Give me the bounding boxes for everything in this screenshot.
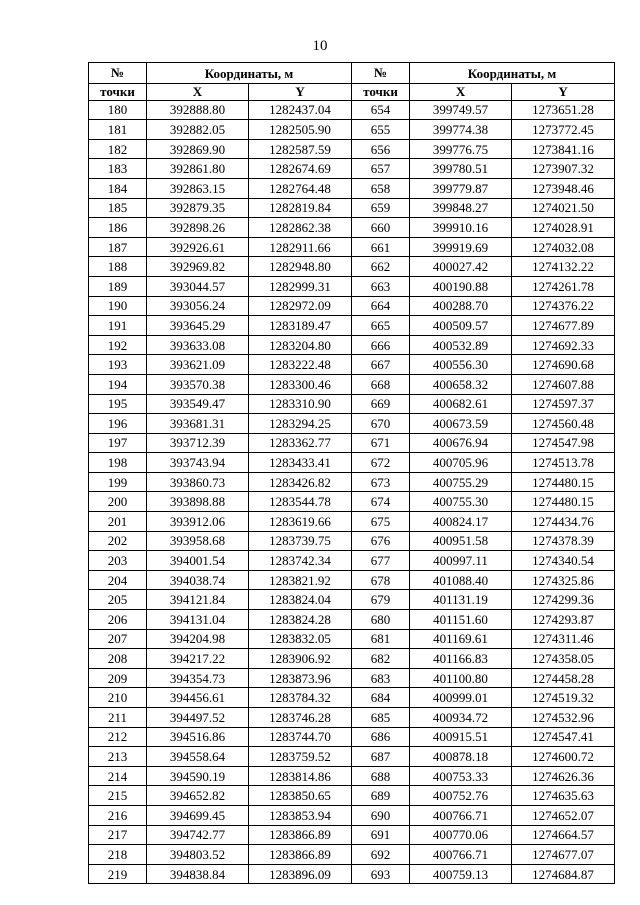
point-number-cell: 195 — [89, 394, 147, 414]
x-coordinate-cell: 392863.15 — [147, 178, 249, 198]
point-number-cell: 674 — [352, 492, 410, 512]
y-coordinate-cell: 1274513.78 — [512, 453, 615, 473]
y-coordinate-cell: 1274293.87 — [512, 610, 615, 630]
x-column-header: X — [147, 84, 249, 101]
table-row — [89, 845, 615, 865]
y-coordinate-cell: 1274519.32 — [512, 688, 615, 708]
point-number-cell: 671 — [352, 433, 410, 453]
point-number-cell: 678 — [352, 570, 410, 590]
x-coordinate-cell: 401166.83 — [410, 649, 512, 669]
point-number-cell: 670 — [352, 414, 410, 434]
coordinates-table-body — [89, 100, 615, 884]
y-coordinate-cell: 1273948.46 — [512, 178, 615, 198]
y-coordinate-cell: 1274652.07 — [512, 805, 615, 825]
x-coordinate-cell: 400509.57 — [410, 316, 512, 336]
point-number-cell: 207 — [89, 629, 147, 649]
x-coordinate-cell: 393570.38 — [147, 374, 249, 394]
point-number-cell: 689 — [352, 786, 410, 806]
x-coordinate-cell: 400658.32 — [410, 374, 512, 394]
x-coordinate-cell: 394803.52 — [147, 845, 249, 865]
x-coordinate-cell: 392898.26 — [147, 218, 249, 238]
y-coordinate-cell: 1274626.36 — [512, 766, 615, 786]
point-number-cell: 213 — [89, 747, 147, 767]
x-coordinate-cell: 400752.76 — [410, 786, 512, 806]
y-coordinate-cell: 1274532.96 — [512, 708, 615, 728]
y-coordinate-cell: 1274480.15 — [512, 492, 615, 512]
table-row — [89, 551, 615, 571]
x-coordinate-cell: 400878.18 — [410, 747, 512, 767]
y-coordinate-cell: 1273907.32 — [512, 159, 615, 179]
table-row — [89, 531, 615, 551]
y-coordinate-cell: 1274677.89 — [512, 316, 615, 336]
x-coordinate-cell: 400824.17 — [410, 512, 512, 532]
table-row — [89, 472, 615, 492]
y-coordinate-cell: 1274480.15 — [512, 472, 615, 492]
point-number-cell: 683 — [352, 668, 410, 688]
table-row — [89, 825, 615, 845]
point-number-cell: 206 — [89, 610, 147, 630]
y-coordinate-cell: 1274664.57 — [512, 825, 615, 845]
point-number-cell: 209 — [89, 668, 147, 688]
y-coordinate-cell: 1283824.28 — [249, 610, 352, 630]
y-coordinate-cell: 1283189.47 — [249, 316, 352, 336]
y-coordinate-cell: 1274358.05 — [512, 649, 615, 669]
table-row — [89, 414, 615, 434]
y-coordinate-cell: 1283426.82 — [249, 472, 352, 492]
point-number-header: № — [352, 63, 410, 84]
point-number-cell: 197 — [89, 433, 147, 453]
table-row — [89, 688, 615, 708]
coordinates-header: Координаты, м — [147, 63, 352, 84]
table-row — [89, 374, 615, 394]
point-number-cell: 192 — [89, 335, 147, 355]
table-row — [89, 335, 615, 355]
x-coordinate-cell: 393056.24 — [147, 296, 249, 316]
table-row — [89, 178, 615, 198]
y-coordinate-cell: 1274547.98 — [512, 433, 615, 453]
y-coordinate-cell: 1282999.31 — [249, 276, 352, 296]
point-number-header: № — [89, 63, 147, 84]
point-number-cell: 188 — [89, 257, 147, 277]
point-number-cell: 684 — [352, 688, 410, 708]
point-number-cell: 194 — [89, 374, 147, 394]
point-number-cell: 662 — [352, 257, 410, 277]
x-coordinate-cell: 400766.71 — [410, 845, 512, 865]
table-row — [89, 727, 615, 747]
point-number-cell: 190 — [89, 296, 147, 316]
y-coordinate-cell: 1283896.09 — [249, 864, 352, 884]
point-number-cell: 657 — [352, 159, 410, 179]
table-row — [89, 139, 615, 159]
point-number-cell: 666 — [352, 335, 410, 355]
point-number-cell: 189 — [89, 276, 147, 296]
y-column-header: Y — [249, 84, 352, 101]
y-coordinate-cell: 1283362.77 — [249, 433, 352, 453]
y-coordinate-cell: 1273651.28 — [512, 100, 615, 120]
x-coordinate-cell: 392879.35 — [147, 198, 249, 218]
point-number-cell: 685 — [352, 708, 410, 728]
y-coordinate-cell: 1274311.46 — [512, 629, 615, 649]
coordinates-header: Координаты, м — [410, 63, 615, 84]
table-row — [89, 766, 615, 786]
x-coordinate-cell: 400997.11 — [410, 551, 512, 571]
table-row — [89, 786, 615, 806]
x-coordinate-cell: 400755.30 — [410, 492, 512, 512]
x-coordinate-cell: 401131.19 — [410, 590, 512, 610]
x-coordinate-cell: 399919.69 — [410, 237, 512, 257]
point-number-cell: 180 — [89, 100, 147, 120]
x-coordinate-cell: 393681.31 — [147, 414, 249, 434]
point-number-cell: 181 — [89, 120, 147, 140]
point-number-cell: 654 — [352, 100, 410, 120]
point-number-cell: 182 — [89, 139, 147, 159]
x-coordinate-cell: 394497.52 — [147, 708, 249, 728]
x-coordinate-cell: 394699.45 — [147, 805, 249, 825]
table-row — [89, 316, 615, 336]
y-coordinate-cell: 1274261.78 — [512, 276, 615, 296]
y-coordinate-cell: 1274690.68 — [512, 355, 615, 375]
y-coordinate-cell: 1274560.48 — [512, 414, 615, 434]
y-coordinate-cell: 1274458.28 — [512, 668, 615, 688]
y-coordinate-cell: 1282587.59 — [249, 139, 352, 159]
table-row — [89, 805, 615, 825]
y-coordinate-cell: 1274032.08 — [512, 237, 615, 257]
x-coordinate-cell: 394217.22 — [147, 649, 249, 669]
point-number-cell: 219 — [89, 864, 147, 884]
table-row — [89, 257, 615, 277]
y-coordinate-cell: 1274635.63 — [512, 786, 615, 806]
y-coordinate-cell: 1273841.16 — [512, 139, 615, 159]
x-coordinate-cell: 400288.70 — [410, 296, 512, 316]
x-coordinate-cell: 394516.86 — [147, 727, 249, 747]
x-coordinate-cell: 399779.87 — [410, 178, 512, 198]
point-number-cell: 679 — [352, 590, 410, 610]
y-coordinate-cell: 1282972.09 — [249, 296, 352, 316]
point-number-cell: 676 — [352, 531, 410, 551]
x-coordinate-cell: 393743.94 — [147, 453, 249, 473]
y-coordinate-cell: 1274692.33 — [512, 335, 615, 355]
point-number-cell: 665 — [352, 316, 410, 336]
y-coordinate-cell: 1274132.22 — [512, 257, 615, 277]
y-coordinate-cell: 1282862.38 — [249, 218, 352, 238]
point-number-cell: 204 — [89, 570, 147, 590]
table-row — [89, 453, 615, 473]
x-coordinate-cell: 400682.61 — [410, 394, 512, 414]
x-coordinate-cell: 401088.40 — [410, 570, 512, 590]
x-coordinate-cell: 400759.13 — [410, 864, 512, 884]
table-row — [89, 218, 615, 238]
point-number-cell: 208 — [89, 649, 147, 669]
y-coordinate-cell: 1283742.34 — [249, 551, 352, 571]
y-coordinate-cell: 1283784.32 — [249, 688, 352, 708]
point-number-cell: 211 — [89, 708, 147, 728]
point-number-cell: 667 — [352, 355, 410, 375]
y-coordinate-cell: 1274434.76 — [512, 512, 615, 532]
y-coordinate-cell: 1274684.87 — [512, 864, 615, 884]
y-coordinate-cell: 1283744.70 — [249, 727, 352, 747]
x-coordinate-cell: 394121.84 — [147, 590, 249, 610]
table-row — [89, 512, 615, 532]
y-coordinate-cell: 1283310.90 — [249, 394, 352, 414]
table-row — [89, 629, 615, 649]
x-column-header: X — [410, 84, 512, 101]
point-number-cell: 200 — [89, 492, 147, 512]
point-number-cell: 672 — [352, 453, 410, 473]
y-coordinate-cell: 1283832.05 — [249, 629, 352, 649]
y-coordinate-cell: 1282505.90 — [249, 120, 352, 140]
x-coordinate-cell: 394590.19 — [147, 766, 249, 786]
point-number-cell: 686 — [352, 727, 410, 747]
y-coordinate-cell: 1283544.78 — [249, 492, 352, 512]
point-number-cell: 688 — [352, 766, 410, 786]
point-number-cell: 193 — [89, 355, 147, 375]
x-coordinate-cell: 394838.84 — [147, 864, 249, 884]
point-number-cell: 202 — [89, 531, 147, 551]
x-coordinate-cell: 394742.77 — [147, 825, 249, 845]
point-number-cell: 199 — [89, 472, 147, 492]
x-coordinate-cell: 399910.16 — [410, 218, 512, 238]
x-coordinate-cell: 400934.72 — [410, 708, 512, 728]
point-number-cell: 201 — [89, 512, 147, 532]
y-coordinate-cell: 1274028.91 — [512, 218, 615, 238]
y-coordinate-cell: 1282948.80 — [249, 257, 352, 277]
x-coordinate-cell: 400999.01 — [410, 688, 512, 708]
x-coordinate-cell: 394038.74 — [147, 570, 249, 590]
x-coordinate-cell: 400755.29 — [410, 472, 512, 492]
point-number-subheader: точки — [89, 84, 147, 101]
point-number-cell: 692 — [352, 845, 410, 865]
x-coordinate-cell: 394652.82 — [147, 786, 249, 806]
point-number-cell: 210 — [89, 688, 147, 708]
y-coordinate-cell: 1282911.66 — [249, 237, 352, 257]
x-coordinate-cell: 393645.29 — [147, 316, 249, 336]
point-number-cell: 214 — [89, 766, 147, 786]
table-row — [89, 590, 615, 610]
point-number-cell: 673 — [352, 472, 410, 492]
x-coordinate-cell: 400770.06 — [410, 825, 512, 845]
y-coordinate-cell: 1282437.04 — [249, 100, 352, 120]
x-coordinate-cell: 393912.06 — [147, 512, 249, 532]
table-row — [89, 198, 615, 218]
x-coordinate-cell: 400766.71 — [410, 805, 512, 825]
y-coordinate-cell: 1283814.86 — [249, 766, 352, 786]
table-row — [89, 276, 615, 296]
x-coordinate-cell: 394558.64 — [147, 747, 249, 767]
y-coordinate-cell: 1283222.48 — [249, 355, 352, 375]
x-coordinate-cell: 393860.73 — [147, 472, 249, 492]
table-row — [89, 492, 615, 512]
table-row — [89, 708, 615, 728]
point-number-cell: 663 — [352, 276, 410, 296]
page-number: 10 — [312, 38, 328, 54]
table-row — [89, 610, 615, 630]
x-coordinate-cell: 401169.61 — [410, 629, 512, 649]
y-coordinate-cell: 1274600.72 — [512, 747, 615, 767]
y-coordinate-cell: 1282764.48 — [249, 178, 352, 198]
x-coordinate-cell: 399776.75 — [410, 139, 512, 159]
point-number-cell: 669 — [352, 394, 410, 414]
x-coordinate-cell: 399780.51 — [410, 159, 512, 179]
point-number-cell: 687 — [352, 747, 410, 767]
point-number-cell: 187 — [89, 237, 147, 257]
point-number-cell: 656 — [352, 139, 410, 159]
x-coordinate-cell: 400532.89 — [410, 335, 512, 355]
y-coordinate-cell: 1283204.80 — [249, 335, 352, 355]
table-row — [89, 159, 615, 179]
x-coordinate-cell: 393898.88 — [147, 492, 249, 512]
point-number-cell: 185 — [89, 198, 147, 218]
x-coordinate-cell: 392926.61 — [147, 237, 249, 257]
point-number-cell: 198 — [89, 453, 147, 473]
point-number-cell: 693 — [352, 864, 410, 884]
y-coordinate-cell: 1282674.69 — [249, 159, 352, 179]
point-number-cell: 184 — [89, 178, 147, 198]
table-row — [89, 864, 615, 884]
x-coordinate-cell: 394456.61 — [147, 688, 249, 708]
point-number-cell: 664 — [352, 296, 410, 316]
point-number-cell: 658 — [352, 178, 410, 198]
x-coordinate-cell: 392882.05 — [147, 120, 249, 140]
table-row — [89, 649, 615, 669]
x-coordinate-cell: 400027.42 — [410, 257, 512, 277]
x-coordinate-cell: 399749.57 — [410, 100, 512, 120]
table-row — [89, 570, 615, 590]
x-coordinate-cell: 393621.09 — [147, 355, 249, 375]
y-coordinate-cell: 1283294.25 — [249, 414, 352, 434]
y-coordinate-cell: 1274547.41 — [512, 727, 615, 747]
x-coordinate-cell: 400556.30 — [410, 355, 512, 375]
y-coordinate-cell: 1283906.92 — [249, 649, 352, 669]
x-coordinate-cell: 392969.82 — [147, 257, 249, 277]
x-coordinate-cell: 394001.54 — [147, 551, 249, 571]
x-coordinate-cell: 394354.73 — [147, 668, 249, 688]
point-number-cell: 186 — [89, 218, 147, 238]
point-number-subheader: точки — [352, 84, 410, 101]
y-coordinate-cell: 1283746.28 — [249, 708, 352, 728]
point-number-cell: 668 — [352, 374, 410, 394]
y-coordinate-cell: 1283619.66 — [249, 512, 352, 532]
point-number-cell: 691 — [352, 825, 410, 845]
x-coordinate-cell: 400190.88 — [410, 276, 512, 296]
x-coordinate-cell: 392861.80 — [147, 159, 249, 179]
y-coordinate-cell: 1283850.65 — [249, 786, 352, 806]
point-number-cell: 205 — [89, 590, 147, 610]
point-number-cell: 677 — [352, 551, 410, 571]
y-coordinate-cell: 1283821.92 — [249, 570, 352, 590]
y-coordinate-cell: 1274376.22 — [512, 296, 615, 316]
point-number-cell: 660 — [352, 218, 410, 238]
point-number-cell: 682 — [352, 649, 410, 669]
x-coordinate-cell: 392888.80 — [147, 100, 249, 120]
point-number-cell: 191 — [89, 316, 147, 336]
point-number-cell: 218 — [89, 845, 147, 865]
x-coordinate-cell: 400676.94 — [410, 433, 512, 453]
y-coordinate-cell: 1283739.75 — [249, 531, 352, 551]
x-coordinate-cell: 399774.38 — [410, 120, 512, 140]
point-number-cell: 680 — [352, 610, 410, 630]
y-coordinate-cell: 1274378.39 — [512, 531, 615, 551]
point-number-cell: 217 — [89, 825, 147, 845]
y-coordinate-cell: 1274325.86 — [512, 570, 615, 590]
y-coordinate-cell: 1274677.07 — [512, 845, 615, 865]
y-coordinate-cell: 1282819.84 — [249, 198, 352, 218]
x-coordinate-cell: 400673.59 — [410, 414, 512, 434]
y-coordinate-cell: 1283824.04 — [249, 590, 352, 610]
point-number-cell: 659 — [352, 198, 410, 218]
y-coordinate-cell: 1274340.54 — [512, 551, 615, 571]
coordinates-table — [88, 62, 615, 884]
x-coordinate-cell: 401151.60 — [410, 610, 512, 630]
y-coordinate-cell: 1283866.89 — [249, 845, 352, 865]
x-coordinate-cell: 393044.57 — [147, 276, 249, 296]
point-number-cell: 203 — [89, 551, 147, 571]
point-number-cell: 212 — [89, 727, 147, 747]
y-coordinate-cell: 1283866.89 — [249, 825, 352, 845]
table-row — [89, 394, 615, 414]
point-number-cell: 675 — [352, 512, 410, 532]
y-coordinate-cell: 1283433.41 — [249, 453, 352, 473]
point-number-cell: 655 — [352, 120, 410, 140]
x-coordinate-cell: 400753.33 — [410, 766, 512, 786]
point-number-cell: 681 — [352, 629, 410, 649]
table-row — [89, 100, 615, 120]
y-coordinate-cell: 1274021.50 — [512, 198, 615, 218]
x-coordinate-cell: 400951.58 — [410, 531, 512, 551]
x-coordinate-cell: 393958.68 — [147, 531, 249, 551]
table-row — [89, 120, 615, 140]
y-coordinate-cell: 1274607.88 — [512, 374, 615, 394]
x-coordinate-cell: 393549.47 — [147, 394, 249, 414]
y-column-header: Y — [512, 84, 615, 101]
point-number-cell: 690 — [352, 805, 410, 825]
y-coordinate-cell: 1283759.52 — [249, 747, 352, 767]
point-number-cell: 215 — [89, 786, 147, 806]
y-coordinate-cell: 1283873.96 — [249, 668, 352, 688]
table-row — [89, 237, 615, 257]
point-number-cell: 183 — [89, 159, 147, 179]
y-coordinate-cell: 1274299.36 — [512, 590, 615, 610]
y-coordinate-cell: 1274597.37 — [512, 394, 615, 414]
x-coordinate-cell: 400915.51 — [410, 727, 512, 747]
x-coordinate-cell: 401100.80 — [410, 668, 512, 688]
x-coordinate-cell: 393712.39 — [147, 433, 249, 453]
x-coordinate-cell: 400705.96 — [410, 453, 512, 473]
x-coordinate-cell: 393633.08 — [147, 335, 249, 355]
table-row — [89, 296, 615, 316]
x-coordinate-cell: 394131.04 — [147, 610, 249, 630]
table-row — [89, 668, 615, 688]
table-row — [89, 433, 615, 453]
x-coordinate-cell: 392869.90 — [147, 139, 249, 159]
point-number-cell: 196 — [89, 414, 147, 434]
y-coordinate-cell: 1273772.45 — [512, 120, 615, 140]
point-number-cell: 216 — [89, 805, 147, 825]
table-row — [89, 747, 615, 767]
x-coordinate-cell: 399848.27 — [410, 198, 512, 218]
x-coordinate-cell: 394204.98 — [147, 629, 249, 649]
point-number-cell: 661 — [352, 237, 410, 257]
y-coordinate-cell: 1283300.46 — [249, 374, 352, 394]
table-row — [89, 355, 615, 375]
y-coordinate-cell: 1283853.94 — [249, 805, 352, 825]
